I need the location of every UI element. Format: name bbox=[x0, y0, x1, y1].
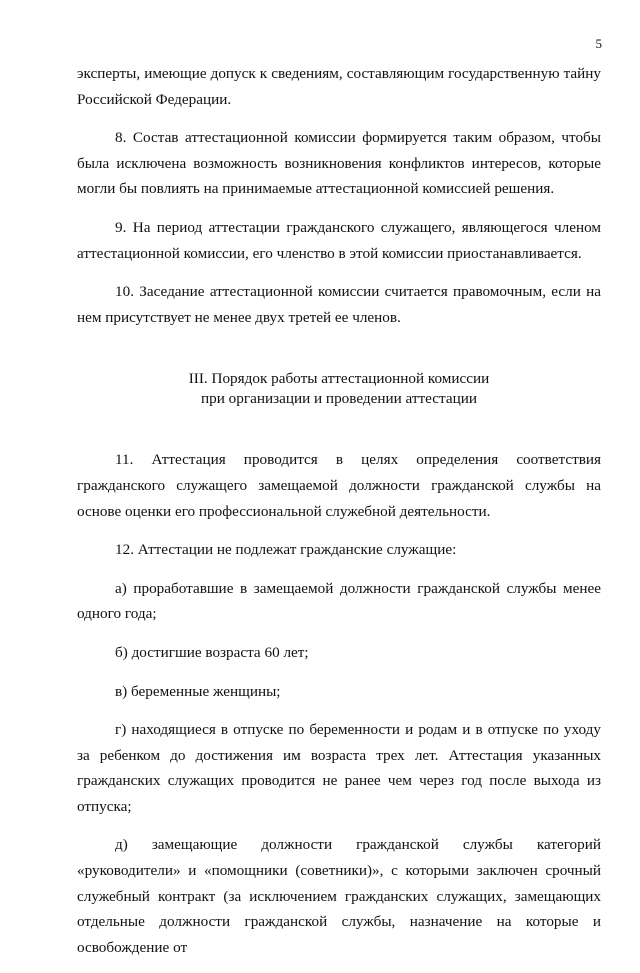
section-heading-line-2: при организации и проведении аттестации bbox=[201, 390, 477, 408]
section-heading bbox=[77, 369, 601, 409]
paragraph-continuation: эксперты, имеющие допуск к сведениям, составляющим государственную тайну Российской Федерации. bbox=[77, 65, 601, 108]
paragraph-12: 12. Аттестации не подлежат гражданские служащие: bbox=[115, 541, 457, 559]
list-item-d: д) замещающие должности гражданской службы категорий «руководители» и «помощники (советники)», с которыми заключен срочный служебный контракт (за исключением гражданских служащих, замещающих отдельные должности гражданской службы, назначение на которые и освобождение от bbox=[77, 836, 601, 956]
section-heading-line-1: III. Порядок работы аттестационной комиссии bbox=[188, 370, 490, 388]
document-body bbox=[77, 61, 601, 973]
page-number: 5 bbox=[595, 36, 602, 51]
paragraph-9: 9. На период аттестации гражданского служащего, являющегося членом аттестационной комиссии, его членство в этой комиссии приостанавливается. bbox=[77, 218, 601, 262]
paragraph-8: 8. Состав аттестационной комиссии формируется таким образом, чтобы была исключена возможность возникновения конфликтов интересов, которые могли бы повлиять на принимаемые аттестационной комиссией решения. bbox=[77, 129, 601, 198]
paragraph-11: 11. Аттестация проводится в целях определения соответствия гражданского служащего замещаемой должности гражданской службы на основе оценки его профессиональной служебной деятельности. bbox=[77, 451, 601, 520]
list-item-b: б) достигшие возраста 60 лет; bbox=[115, 643, 309, 661]
list-item-v: в) беременные женщины; bbox=[115, 682, 281, 700]
list-item-g: г) находящиеся в отпуске по беременности и родам и в отпуске по уходу за ребенком до достижения им возраста трех лет. Аттестация указанных гражданских служащих проводится не ранее чем через год после выхода из отпуска; bbox=[77, 721, 601, 815]
list-item-a: а) проработавшие в замещаемой должности гражданской службы менее одного года; bbox=[77, 579, 601, 623]
paragraph-10: 10. Заседание аттестационной комиссии считается правомочным, если на нем присутствует не менее двух третей ее членов. bbox=[77, 283, 601, 326]
